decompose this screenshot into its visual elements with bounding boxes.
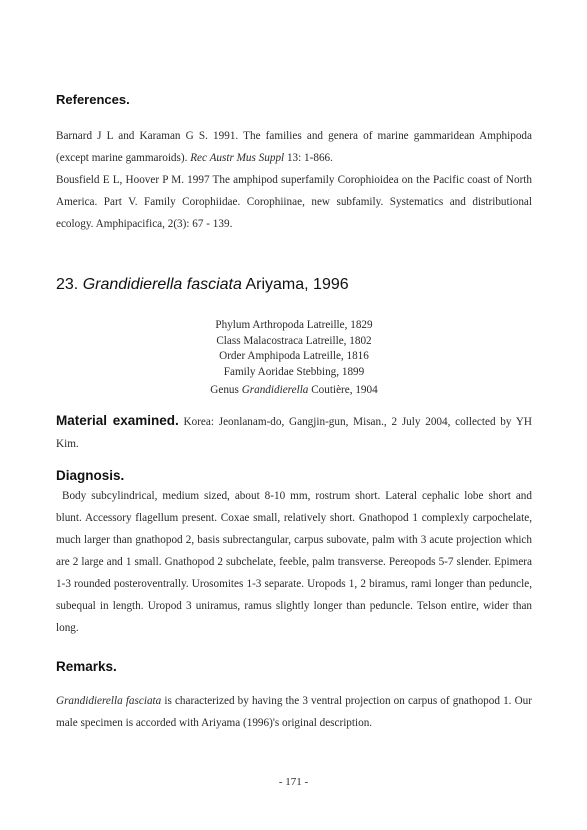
references-heading: References. xyxy=(56,92,130,107)
species-number: 23. xyxy=(56,276,79,293)
species-title xyxy=(56,276,532,294)
page-number: - 171 - xyxy=(278,776,309,788)
taxon-genus: Genus Grandidierella Coutière, 1904 xyxy=(210,384,378,396)
reference-text: Bousfield E L, Hoover P M. 1997 The amphipod superfamily Corophioidea on the Pacific coast of North America. Part V. Family Corophiidae. Corophiinae, new subfamily. Systematics and distributional ecology. Amphipacifica, 2(3): 67 - 139. xyxy=(56,174,532,230)
reference-item xyxy=(56,125,532,169)
reference-pages: 13: 1-866. xyxy=(284,152,333,164)
diagnosis-text xyxy=(56,485,532,639)
material-heading: Material examined. xyxy=(56,413,179,428)
remarks-text xyxy=(56,690,532,734)
taxon-phylum: Phylum Arthropoda Latreille, 1829 xyxy=(215,319,373,331)
taxon-family: Family Aoridae Stebbing, 1899 xyxy=(223,365,365,378)
diagnosis-heading: Diagnosis. xyxy=(56,468,125,483)
species-name: Grandidierella fasciata xyxy=(82,276,242,293)
remarks-heading: Remarks. xyxy=(56,659,117,674)
reference-item xyxy=(56,169,532,235)
material-section xyxy=(56,410,532,455)
reference-journal: Rec Austr Mus Suppl xyxy=(190,152,285,164)
remarks-paragraph: is characterized by having the 3 ventral projection on carpus of gnathopod 1. Our male specimen is accorded with Ariyama (1996)'s original description. xyxy=(56,695,532,729)
references-list xyxy=(56,125,532,235)
taxon-class: Class Malacostraca Latreille, 1802 xyxy=(216,334,372,347)
remarks-species: Grandidierella fasciata xyxy=(56,695,162,707)
reference-text: Barnard J L and Karaman G S. 1991. The families and genera of marine gammaridean Amphipoda (except marine gammaroids). xyxy=(56,130,532,164)
material-text: Korea: Jeonlanam-do, Gangjin-gun, Misan., 2 July 2004, collected by YH Kim. xyxy=(56,416,532,450)
genus-name: Grandidierella xyxy=(241,384,309,396)
taxonomy-block xyxy=(56,318,532,399)
species-author: Ariyama, 1996 xyxy=(245,276,349,293)
diagnosis-paragraph: Body subcylindrical, medium sized, about 8-10 mm, rostrum short. Lateral cephalic lobe short and blunt. Accessory flagellum present. Coxae small, relatively short. Gnathopod 1 complexly carpochelate, much larger than gnathopod 2, basis subrectangular, carpus subovate, palm with 3 acute projection which are 2 large and 1 small. Gnathopod 2 subchelate, feeble, palm transverse. Pereopods 5-7 slender. Epimera 1-3 rounded posteroventrally. Urosomites 1-3 separate. Uropods 1, 2 biramus, rami longer than peduncle, subequal in length. Uropod 3 uniramus, ramus slightly longer than peduncle. Telson entire, wider than long. xyxy=(56,490,532,634)
taxon-order: Order Amphipoda Latreille, 1816 xyxy=(219,350,369,362)
